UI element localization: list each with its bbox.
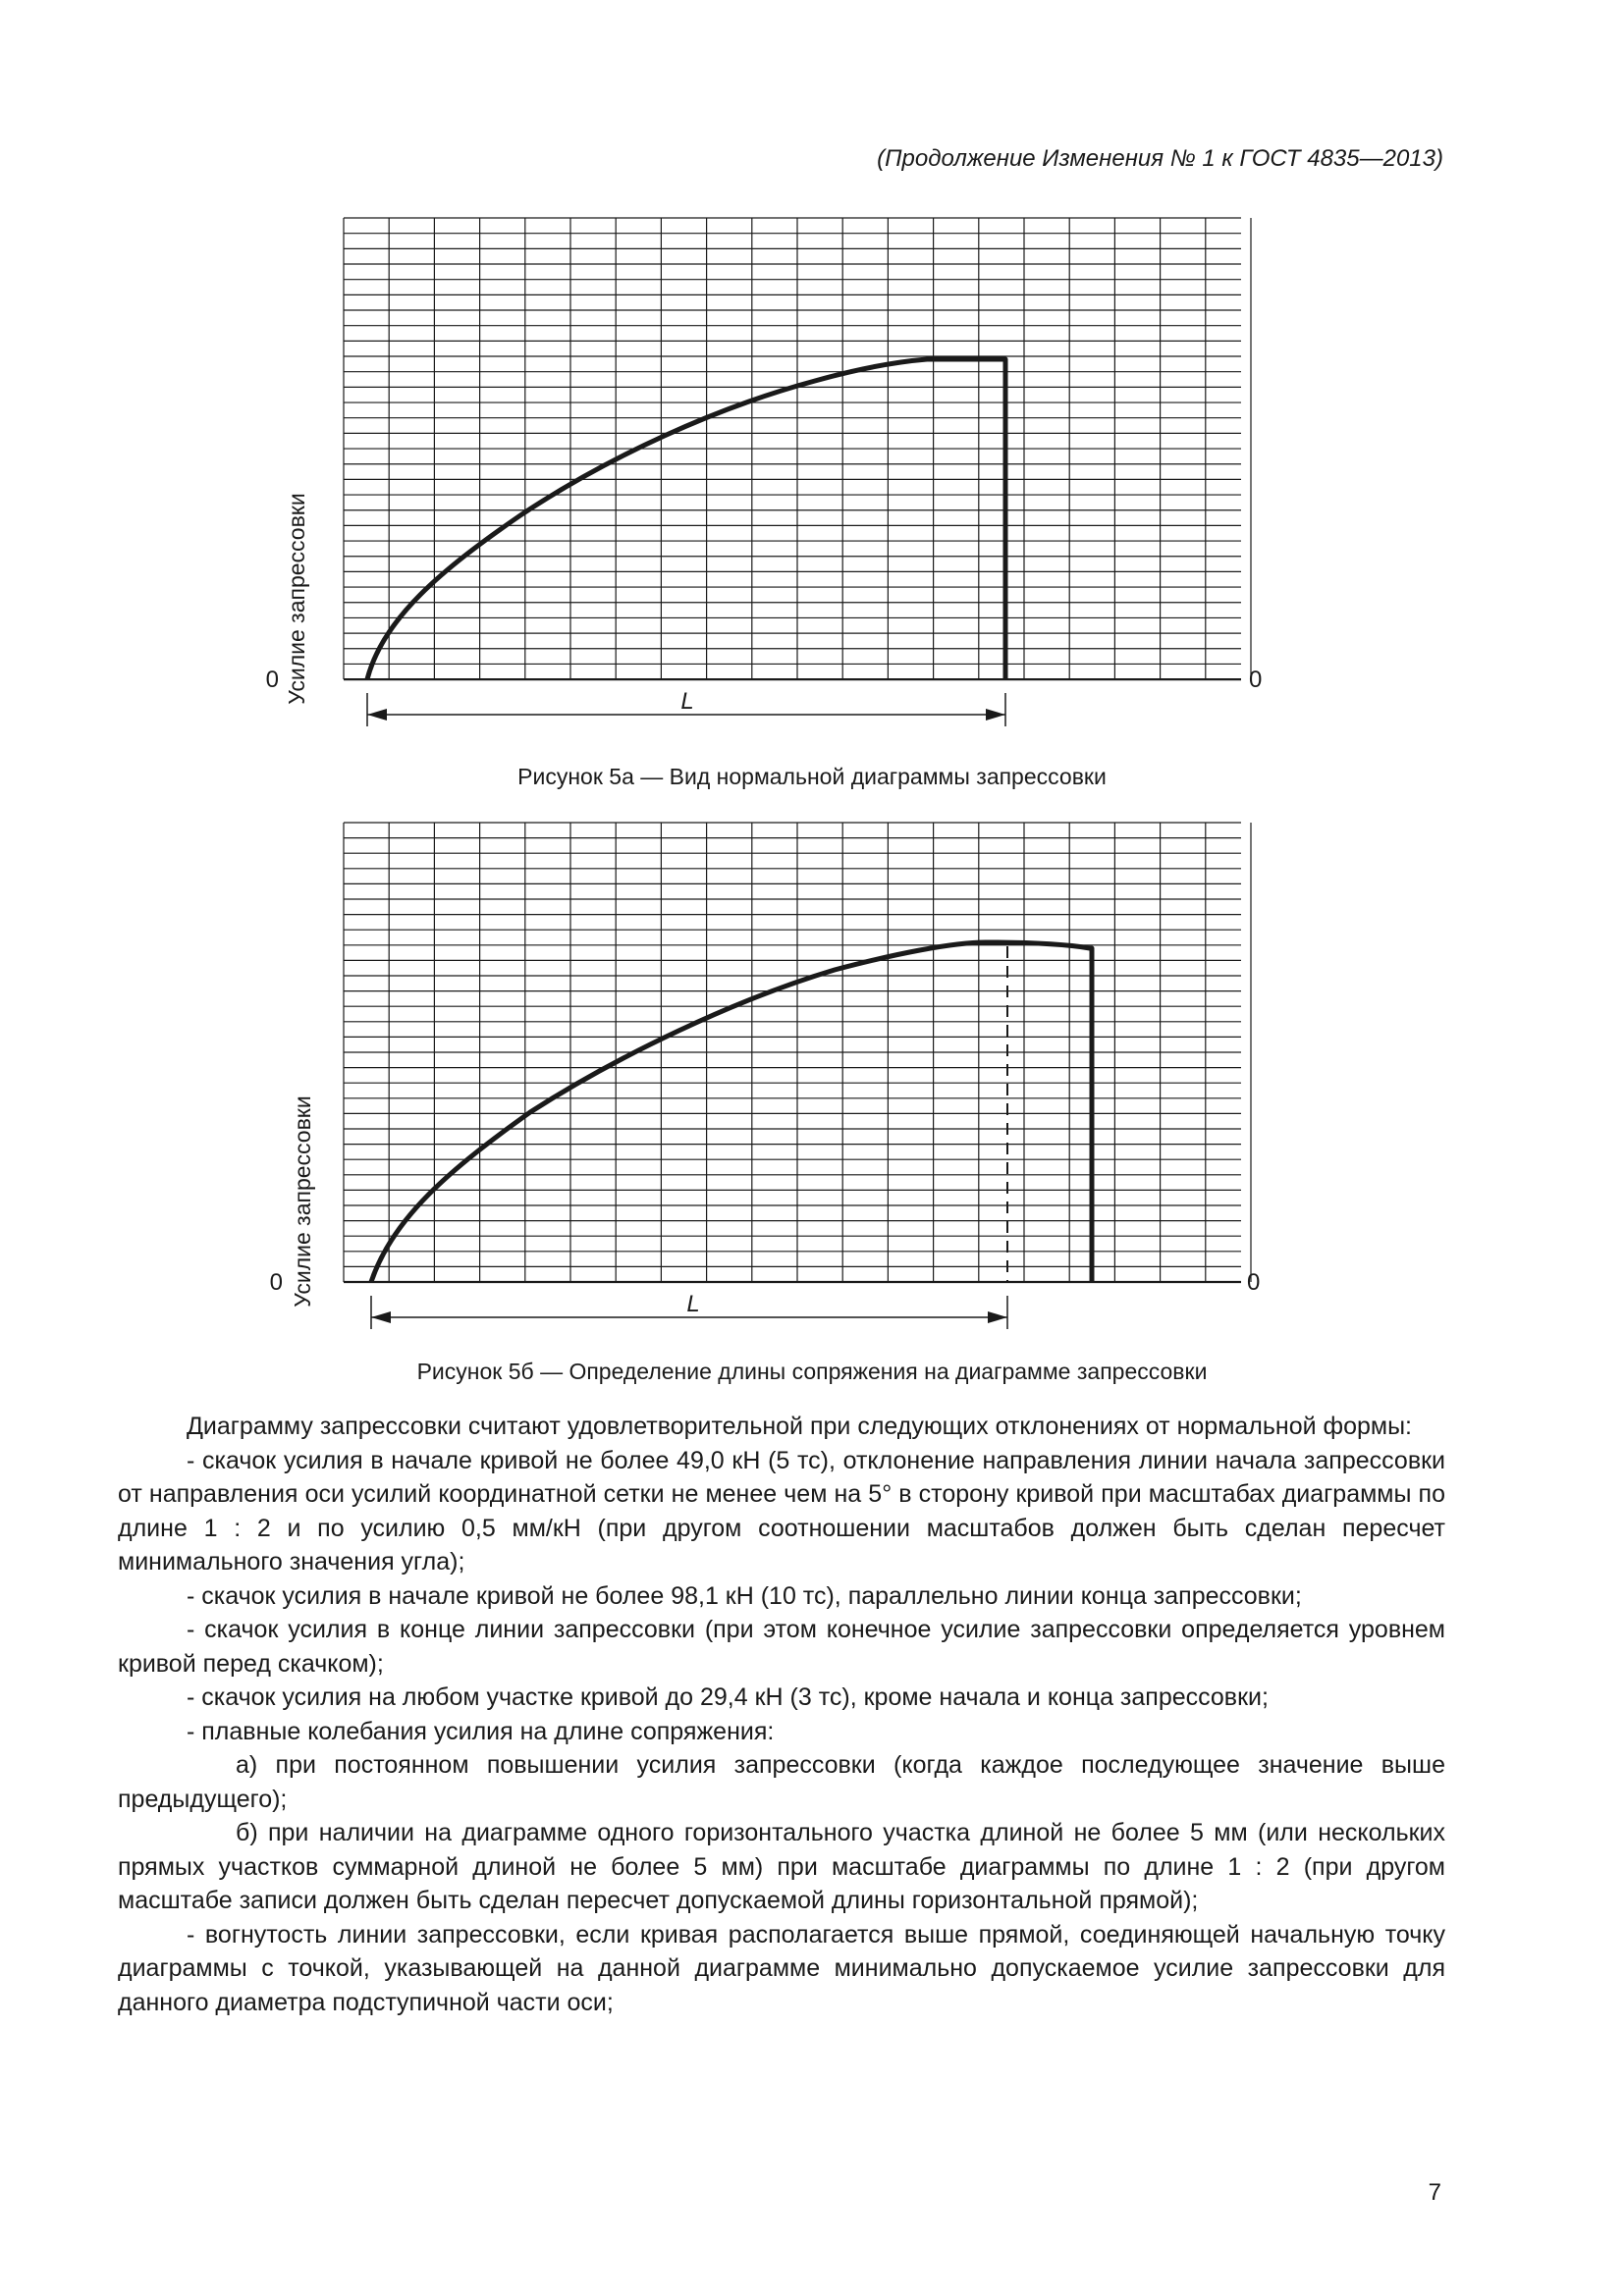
figure-5b-caption: Рисунок 5б — Определение длины сопряжения на диаграмме запрессовки (416, 1359, 1208, 1384)
figure-5a-length-label: L (680, 688, 694, 715)
paragraph: Диаграмму запрессовки считают удовлетворительной при следующих отклонениях от нормальной формы: (187, 1413, 1412, 1440)
paragraph: б) при наличии на диаграмме одного горизонтального участка длиной не более 5 мм (или нескольких прямых участков суммарной длиной не более 5 мм) при масштабе диаграммы по длине 1 : 2 (при другом масштабе записи должен быть сделан пересчет допускаемой длины горизонтальной прямой); (118, 1819, 1445, 1914)
figure-5a (265, 206, 1267, 756)
paragraph: - плавные колебания усилия на длине сопряжения: (187, 1717, 775, 1745)
figure-5b-zero-right: 0 (1247, 1269, 1261, 1296)
paragraph: - скачок усилия в начале кривой не более 98,1 кН (10 тс), параллельно линии конца запрессовки; (187, 1581, 1302, 1610)
figure-5b-y-label: Усилие запрессовки (290, 1095, 315, 1308)
figure-5a-caption: Рисунок 5а — Вид нормальной диаграммы запрессовки (517, 764, 1107, 789)
figure-5b-grid (344, 823, 1251, 1282)
paragraph: - скачок усилия на любом участке кривой до 29,4 кН (3 тс), кроме начала и конца запрессовки; (187, 1683, 1269, 1711)
figure-5b-diagram (269, 815, 1267, 1364)
figure-5a-grid (344, 218, 1251, 679)
paragraph: а) при постоянном повышении усилия запрессовки (когда каждое последующее значение выше предыдущего); (118, 1751, 1445, 1813)
figure-5a-y-label: Усилие запрессовки (284, 493, 309, 705)
figure-5b-zero-left: 0 (269, 1269, 283, 1296)
figure-5a-zero-left: 0 (265, 667, 279, 693)
paragraph: - вогнутость линии запрессовки, если кривая располагается выше прямой, соединяющей начальную точку диаграммы с точкой, указывающей на данной диаграмме минимально допускаемое усилие запрессовки для данного диаметра подступичной части оси; (118, 1920, 1445, 2016)
figure-5a-press-curve (367, 359, 1005, 679)
page-number: 7 (1428, 2179, 1441, 2206)
figure-5a-diagram (265, 206, 1267, 756)
page-header: (Продолжение Изменения № 1 к ГОСТ 4835—2013) (877, 145, 1443, 172)
figure-5b (269, 815, 1267, 1364)
figure-5a-zero-right: 0 (1249, 667, 1263, 693)
paragraph: - скачок усилия в начале кривой не более 49,0 кН (5 тс), отклонение направления линии начала запрессовки от направления оси усилий координатной сетки не менее чем на 5° в сторону кривой при масштабах диаграммы по длине 1 : 2 и по усилию 0,5 мм/кН (при другом соотношении масштабов должен быть сделан пересчет минимального значения угла); (118, 1446, 1445, 1575)
body-text (118, 1410, 1445, 2019)
figure-5b-length-label: L (686, 1291, 700, 1317)
paragraph: - скачок усилия в конце линии запрессовки (при этом конечное усилие запрессовки определяется уровнем кривой перед скачком); (118, 1616, 1445, 1678)
